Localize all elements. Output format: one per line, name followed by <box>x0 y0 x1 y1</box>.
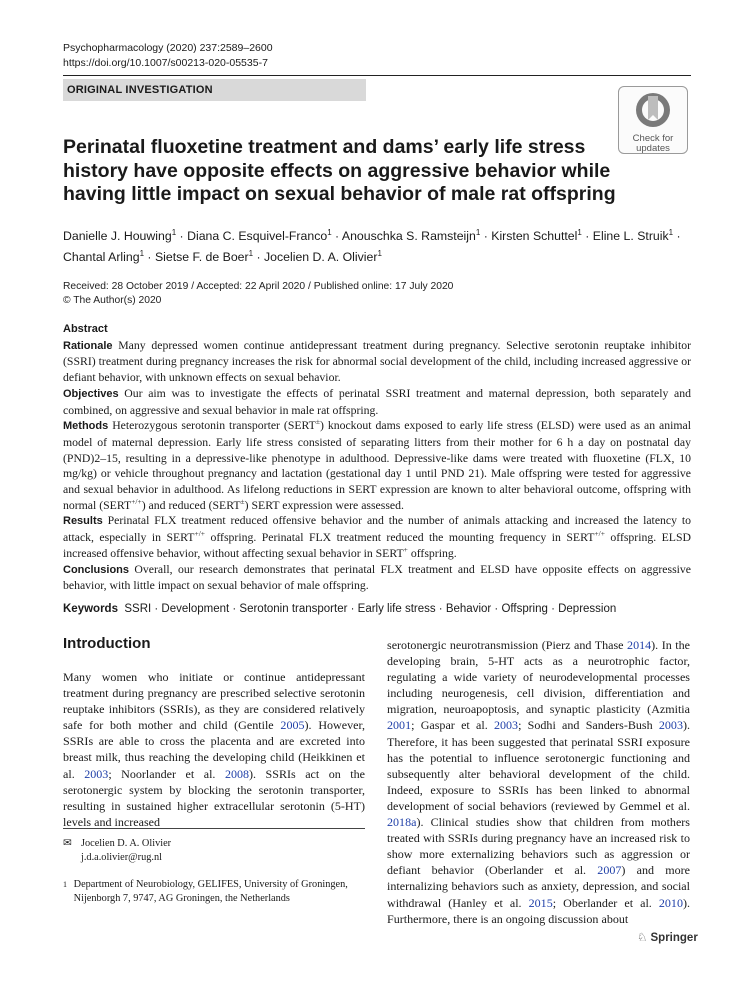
body-text: ; Noorlander et al. <box>108 766 225 781</box>
body-text: ). However, SSRIs are able to cross the placenta and are excreted into breast milk, thus reaching the developing child (Heikkinen et al. <box>63 718 366 781</box>
methods-text: ) and reduced (SERT <box>141 498 241 512</box>
author-name[interactable]: Chantal Arling <box>63 250 140 265</box>
affiliation-footnote <box>63 878 365 906</box>
abstract-conclusions <box>63 562 691 594</box>
abstract-rationale <box>63 338 691 386</box>
corresponding-name: Jocelien D. A. Olivier <box>81 838 172 849</box>
updates-label: updates <box>636 143 670 154</box>
affiliation-ref: 1 <box>248 249 254 259</box>
genotype-sup: ± <box>240 496 245 506</box>
body-text: ). In the developing brain, 5-HT acts as a neurotrophic factor, regulating a wide variety of neurodevelopmental processes including neurogenesis, cell division, differentiation and migration, neuroapoptosis, and synaptic plasticity (Azmitia <box>387 638 690 717</box>
abstract-heading: Abstract <box>63 323 108 335</box>
genotype-sup: + <box>403 544 408 554</box>
author-name[interactable]: Eline L. Struik <box>592 229 669 244</box>
header-rule <box>63 75 691 76</box>
body-column-left <box>63 669 365 830</box>
abstract-methods <box>63 418 691 513</box>
body-text: ). Clinical studies show that children from mothers treated with SSRIs during pregnancy have an increased risk to show more externalizing behaviors such as aggression or defiant behavior (Oberlander et al. <box>387 815 690 878</box>
abstract-objectives <box>63 386 691 418</box>
springer-horse-icon: ♘ <box>637 932 648 944</box>
dates-line: Received: 28 October 2019 / Accepted: 22 April 2020 / Published online: 17 July 2020 <box>63 281 454 292</box>
corresponding-email[interactable]: j.d.a.olivier@rug.nl <box>81 852 162 863</box>
citation-link[interactable]: 2001 <box>387 718 412 733</box>
body-text: serotonergic neurotransmission (Pierz and Thase <box>387 638 628 652</box>
author-name[interactable]: Kirsten Schuttel <box>491 229 578 244</box>
genotype-sup: ± <box>315 417 320 427</box>
footnote-rule <box>63 828 365 829</box>
citation-link[interactable]: 2018a <box>387 815 417 830</box>
citation-link[interactable]: 2003 <box>84 766 109 781</box>
results-text: offspring. ELSD increased offensive behavior, without affecting sexual behavior in SERT <box>63 531 691 560</box>
affiliation-ref: 1 <box>327 228 332 237</box>
affiliation-ref: 1 <box>377 249 382 259</box>
abstract-results <box>63 513 691 561</box>
objectives-text: Our aim was to investigate the effects of perinatal SSRI treatment and maternal depression, both separately and combined, on aggressive and sexual behavior in male rat offspring. <box>63 386 691 417</box>
body-text: ; Sodhi and Sanders-Bush <box>518 718 659 733</box>
article-type-label: ORIGINAL INVESTIGATION <box>63 79 366 101</box>
results-label: Results <box>63 515 103 528</box>
journal-line: Psychopharmacology (2020) 237:2589–2600 <box>63 42 273 54</box>
genotype-sup: +/+ <box>131 496 142 506</box>
author-name[interactable]: Danielle J. Houwing <box>63 229 172 244</box>
abstract <box>63 322 691 594</box>
corresponding-author <box>63 837 171 865</box>
check-for-updates-badge[interactable] <box>618 86 688 154</box>
body-text: ). SSRIs act on the serotonergic system by blocking the serotonin transporter, resulting in sustained higher extracellular serotonin (5-HT) levels and increased <box>63 766 366 829</box>
copyright-icon: © <box>63 295 74 306</box>
citation-link[interactable]: 2003 <box>493 718 519 733</box>
affiliation-ref: 1 <box>577 228 582 237</box>
author-name[interactable]: Sietse F. de Boer <box>154 250 249 265</box>
affiliation-ref: 1 <box>171 228 177 237</box>
check-for-label: Check for <box>632 133 674 144</box>
citation-link[interactable]: 2007 <box>597 863 622 878</box>
copyright-line <box>63 294 453 308</box>
keywords <box>63 602 691 617</box>
rationale-label: Rationale <box>63 339 113 352</box>
affiliation-ref: 1 <box>139 249 145 259</box>
conclusions-label: Conclusions <box>63 563 130 576</box>
citation-link[interactable]: 2005 <box>280 718 305 733</box>
genotype-sup: +/+ <box>594 529 605 539</box>
body-text: ). Furthermore, there is an ongoing discussion about <box>387 895 690 926</box>
affiliation-ref: 1 <box>668 228 674 237</box>
citation-link[interactable]: 2010 <box>658 895 683 910</box>
body-text: ; Gaspar et al. <box>411 718 494 733</box>
affiliation-text: Department of Neurobiology, GELIFES, University of Groningen, Nijenborgh 7, 9747, AG Groningen, the Netherlands <box>73 879 348 904</box>
affiliation-number: 1 <box>63 880 67 889</box>
doi-link[interactable]: https://doi.org/10.1007/s00213-020-05535-7 <box>63 57 268 69</box>
rationale-text: Many depressed women continue antidepressant treatment during pregnancy. Selective serotonin reuptake inhibitor (SSRI) treatment during pregnancy increases the risk for abnormal social development of the child, including increased aggressive or defiant behavior, with unknown effects on sexual behavior. <box>63 338 691 385</box>
body-text: Many women who initiate or continue antidepressant treatment during pregnancy are prescribed selective serotonin reuptake inhibitors (SSRIs), as they are considered relatively safe for both mother and child (Gentile <box>63 670 365 733</box>
author-name[interactable]: Anouschka S. Ramsteijn <box>341 229 476 244</box>
body-text: ) and more internalizing behaviors such as anxiety, depression, and social withdrawal (Hanley et al. <box>387 863 690 910</box>
genotype-sup: +/+ <box>194 529 206 539</box>
body-text: ). Therefore, it has been suggested that perinatal SSRI exposure has the potential to influence serotonergic functioning and subsequently alter behavioral development of the child. Indeed, exposure to SSRIs has been linked to abnormal development of social behaviors (reviewed by Gemmel et al. <box>387 718 690 813</box>
keywords-label: Keywords <box>63 603 118 615</box>
conclusions-text: Overall, our research demonstrates that perinatal FLX treatment and ELSD have opposite effects on aggressive behavior, with little impact on sexual behavior of male offspring. <box>63 562 692 593</box>
copyright-text: The Author(s) 2020 <box>73 295 162 306</box>
citation-link[interactable]: 2014 <box>627 638 652 652</box>
results-text: offspring. <box>407 546 457 560</box>
methods-label: Methods <box>63 420 109 433</box>
author-name[interactable]: Diana C. Esquivel-Franco <box>187 229 328 244</box>
methods-text: ) SERT expression were assessed. <box>244 498 404 512</box>
citation-link[interactable]: 2003 <box>658 718 683 733</box>
affiliation-ref: 1 <box>475 228 481 237</box>
article-title: Perinatal fluoxetine treatment and dams’ early life stress history have opposite effects on aggressive behavior while having little impact on sexual behavior of male rat offspring <box>63 136 616 205</box>
journal-citation <box>63 41 273 71</box>
author-list: Danielle J. Houwing$^1$ · Diana C. Esquivel-Franco$^1$ · Anouschka S. Ramsteijn$^1$ · Kirsten Schuttel$^1$ · Eline L. Struik$^1$ · Chantal Arling$^1$ · Sietse F. de Boer$^1$ · Jocelien D. A. Olivier$^1$ <box>63 228 681 265</box>
crossmark-icon <box>633 91 673 129</box>
author-name[interactable]: Jocelien D. A. Olivier <box>264 250 378 265</box>
body-text: ; Oberlander et al. <box>552 895 659 910</box>
section-heading-introduction: Introduction <box>63 635 151 652</box>
results-text: Perinatal FLX treatment reduced offensive behavior and the number of animals attacking and increased the latency to attack, especially in SERT <box>63 514 692 545</box>
body-column-right <box>387 637 690 927</box>
publisher-name: Springer <box>650 932 698 944</box>
methods-text: ) knockout dams exposed to early life stress (ELSD) were used as an animal model of maternal depression. Early life stress consisted of separating litters from their mother for 6 h a day on postnatal day (PND)2–15, resulting in a depressive-like phenotype in adulthood. Depressive-like dams were treated with fluoxetine (FLX, 10 mg/kg) or vehicle throughout pregnancy and lactation (gestational day 1 until PND 21). Male offspring were tested for aggressive and sexual behavior in adulthood. As lifelong reductions in SERT expression are known to alter behavioral outcome, offspring with normal (SERT <box>63 419 691 512</box>
envelope-icon: ✉ <box>63 838 72 849</box>
objectives-label: Objectives <box>63 387 119 400</box>
results-text: offspring. Perinatal FLX treatment reduced the mounting frequency in SERT <box>205 531 595 545</box>
citation-link[interactable]: 2008 <box>224 766 250 781</box>
citation-link[interactable]: 2015 <box>528 895 553 910</box>
methods-text: Heterozygous serotonin transporter (SERT <box>112 419 316 433</box>
publisher-logo <box>637 930 698 944</box>
publication-dates <box>63 280 453 308</box>
keywords-list: SSRI · Development · Serotonin transporter · Early life stress · Behavior · Offspring · Depression <box>124 603 617 615</box>
